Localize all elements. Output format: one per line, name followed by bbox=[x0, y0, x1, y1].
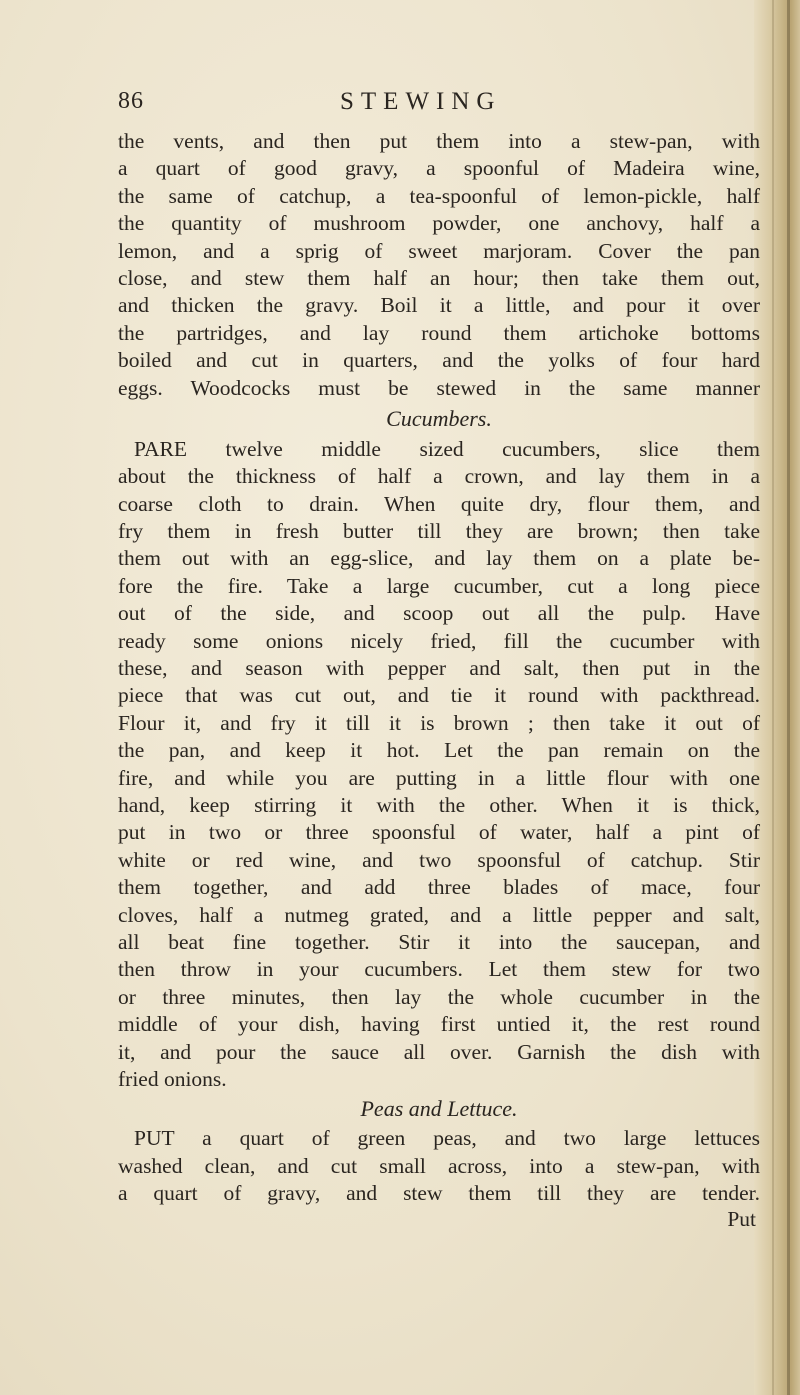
text-line: fried onions. bbox=[118, 1066, 227, 1091]
text-line: cloves, half a nutmeg grated, and a little pepper and salt, bbox=[118, 902, 760, 927]
text-line: coarse cloth to drain. When quite dry, flour them, and bbox=[118, 491, 760, 516]
text-line: piece that was cut out, and tie it round with packthread. bbox=[118, 683, 760, 708]
text-line: white or red wine, and two spoonsful of catchup. Stir bbox=[118, 847, 760, 872]
paragraph-partridges-continued bbox=[118, 128, 760, 402]
text-line: all beat fine together. Stir it into the saucepan, and bbox=[118, 929, 760, 954]
text-line: out of the side, and scoop out all the pulp. Have bbox=[118, 601, 760, 626]
text-line: hand, keep stirring it with the other. When it is thick, bbox=[118, 792, 760, 817]
text-line: a quart of gravy, and stew them till they are tender. bbox=[118, 1181, 760, 1206]
text-line: Flour it, and fry it till it is brown ; then take it out of bbox=[118, 710, 760, 735]
text-line: close, and stew them half an hour; then take them out, bbox=[118, 265, 760, 290]
catchword: Put bbox=[727, 1207, 756, 1232]
body-text bbox=[118, 128, 760, 1231]
page-edge-shadow bbox=[787, 0, 790, 1395]
page-number: 86 bbox=[118, 88, 144, 114]
text-line: about the thickness of half a crown, and lay them in a bbox=[118, 464, 760, 489]
text-line: ready some onions nicely fried, fill the cucumber with bbox=[118, 628, 760, 653]
page-header bbox=[118, 88, 758, 122]
text-line: fry them in fresh butter till they are brown; then take bbox=[118, 519, 760, 544]
text-line: or three minutes, then lay the whole cucumber in the bbox=[118, 984, 760, 1009]
page-edge-shadow-inner bbox=[772, 0, 774, 1395]
text-line: then throw in your cucumbers. Let them stew for two bbox=[118, 957, 760, 982]
text-line: middle of your dish, having first untied it, the rest round bbox=[118, 1012, 760, 1037]
text-line: the pan, and keep it hot. Let the pan remain on the bbox=[118, 738, 760, 763]
text-line: and thicken the gravy. Boil it a little, and pour it over bbox=[118, 293, 760, 318]
text-line: them out with an egg-slice, and lay them on a plate be- bbox=[118, 546, 760, 571]
running-title: STEWING bbox=[340, 88, 502, 115]
text-line: eggs. Woodcocks must be stewed in the same manner bbox=[118, 375, 760, 400]
text-line: boiled and cut in quarters, and the yolks of four hard bbox=[118, 348, 760, 373]
text-line: the quantity of mushroom powder, one anchovy, half a bbox=[118, 211, 760, 236]
paragraph-peas-and-lettuce bbox=[118, 1125, 760, 1207]
text-line: washed clean, and cut small across, into a stew-pan, with bbox=[118, 1153, 760, 1178]
text-line: fire, and while you are putting in a little flour with one bbox=[118, 765, 760, 790]
section-heading-cucumbers: Cucumbers. bbox=[386, 405, 492, 431]
text-line: PARE twelve middle sized cucumbers, slice them bbox=[134, 436, 760, 461]
text-line: the partridges, and lay round them artichoke bottoms bbox=[118, 320, 760, 345]
section-heading-peas-and-lettuce: Peas and Lettuce. bbox=[360, 1096, 518, 1122]
paragraph-cucumbers bbox=[118, 436, 760, 1093]
text-line: lemon, and a sprig of sweet marjoram. Cover the pan bbox=[118, 238, 760, 263]
text-line: fore the fire. Take a large cucumber, cut a long piece bbox=[118, 573, 760, 598]
text-line: PUT a quart of green peas, and two large lettuces bbox=[134, 1126, 760, 1151]
page-gutter bbox=[754, 0, 800, 1395]
text-line: these, and season with pepper and salt, then put in the bbox=[118, 656, 760, 681]
text-line: a quart of good gravy, a spoonful of Madeira wine, bbox=[118, 156, 760, 181]
text-line: them together, and add three blades of mace, four bbox=[118, 875, 760, 900]
text-line: the same of catchup, a tea-spoonful of lemon-pickle, half bbox=[118, 183, 760, 208]
text-line: it, and pour the sauce all over. Garnish the dish with bbox=[118, 1039, 760, 1064]
text-line: the vents, and then put them into a stew-pan, with bbox=[118, 129, 760, 153]
text-line: put in two or three spoonsful of water, half a pint of bbox=[118, 820, 760, 845]
